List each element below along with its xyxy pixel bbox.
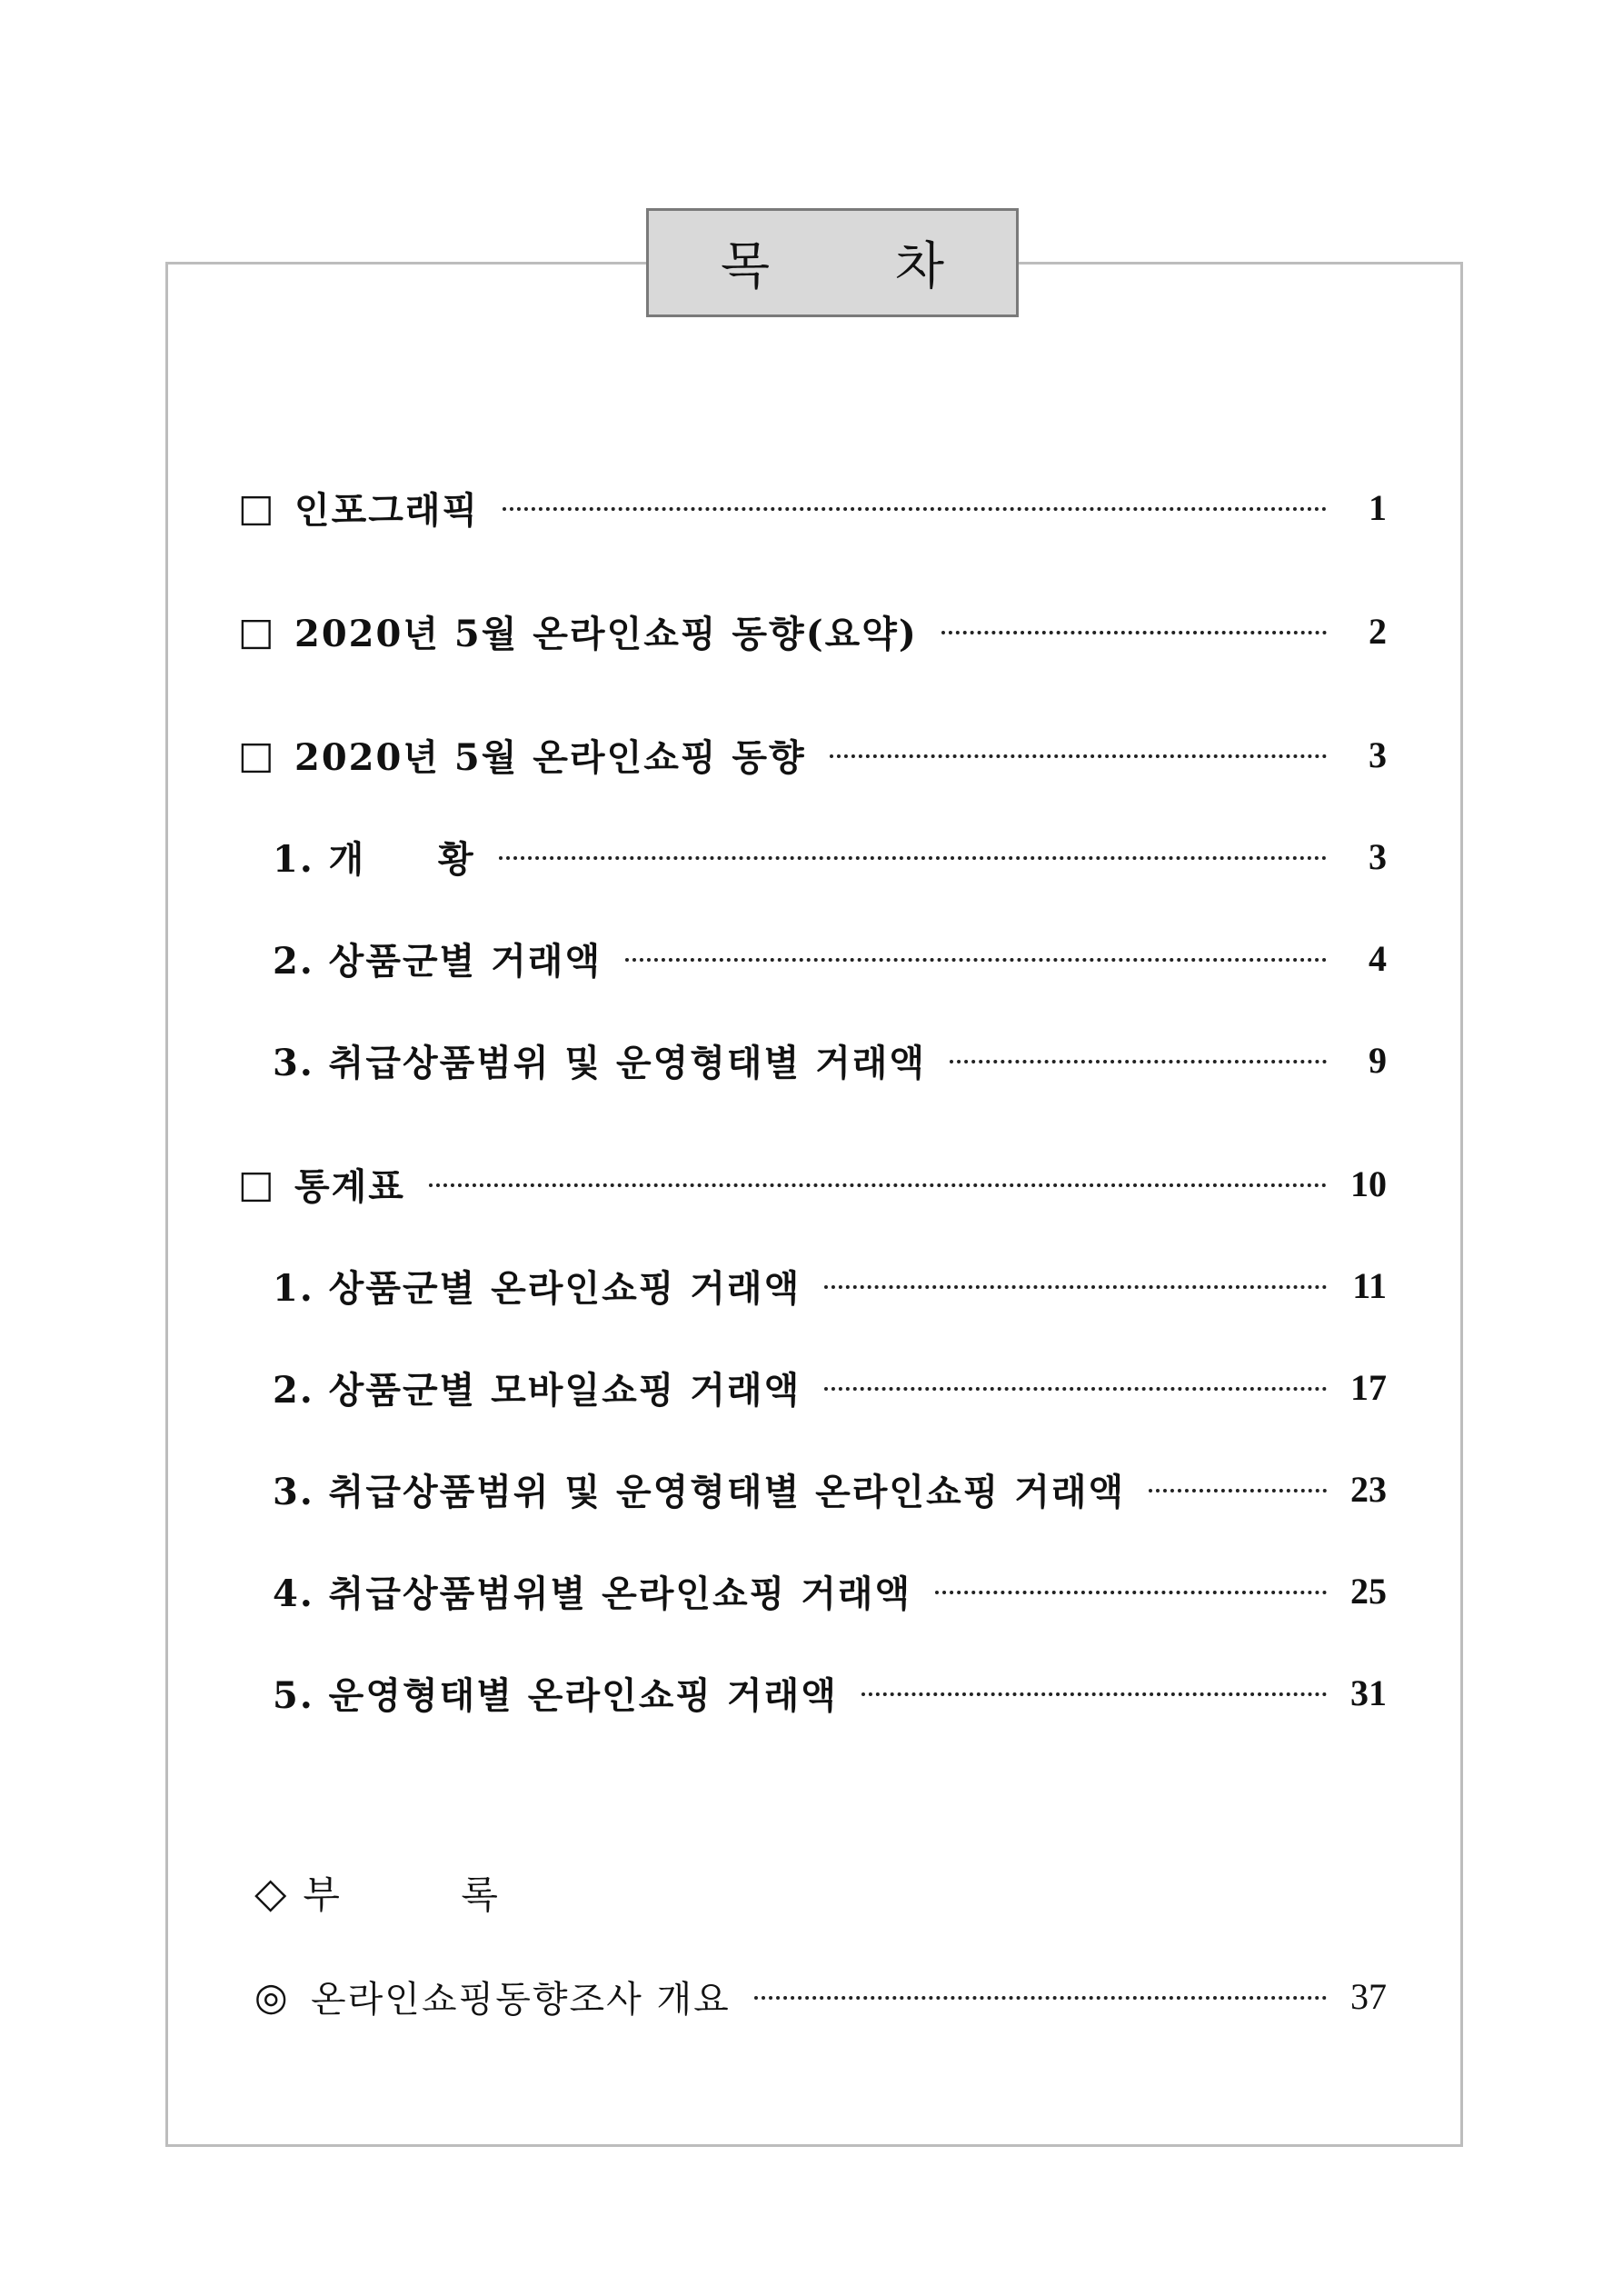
- toc-entry-summary[interactable]: [238, 604, 1387, 658]
- toc-page-number: 4: [1369, 937, 1387, 979]
- toc-subentry-online-by-product-range[interactable]: [273, 1563, 1387, 1618]
- toc-page-number: 2: [1369, 610, 1387, 652]
- dot-leader: [830, 754, 1327, 758]
- toc-entry-label: 1. 상품군별 온라인쇼핑 거래액: [273, 1266, 802, 1310]
- toc-title-box: [646, 208, 1019, 317]
- toc-subentry-online-by-category[interactable]: [273, 1258, 1387, 1313]
- toc-entry-label: 온라인쇼핑동향조사 개요: [311, 1978, 731, 2021]
- toc-entry-label: 5. 운영형태별 온라인쇼핑 거래액: [273, 1673, 838, 1717]
- dot-leader: [950, 1060, 1327, 1063]
- page-title: 목 차: [721, 237, 999, 296]
- square-bullet-icon: □: [238, 732, 274, 777]
- toc-entry-label: 3. 취급상품범위 및 운영형태별 거래액: [273, 1041, 927, 1084]
- bullseye-bullet-icon: ◎: [254, 1973, 288, 2019]
- toc-subentry-by-category[interactable]: [273, 931, 1387, 985]
- toc-entry-statistics[interactable]: [238, 1156, 1387, 1211]
- toc-subentry-mobile-by-category[interactable]: [273, 1360, 1387, 1414]
- toc-entry-trends[interactable]: [238, 727, 1387, 782]
- toc-page-number: 23: [1350, 1468, 1387, 1510]
- toc-page-number: 9: [1369, 1039, 1387, 1081]
- toc-entry-label: 인포그래픽: [294, 488, 480, 532]
- toc-page-number: 17: [1350, 1366, 1387, 1408]
- toc-page-number: 11: [1352, 1264, 1387, 1306]
- toc-page-number: 31: [1350, 1672, 1387, 1713]
- toc-page-number: 25: [1350, 1570, 1387, 1612]
- toc-entry-label: 2. 상품군별 모바일쇼핑 거래액: [273, 1368, 802, 1412]
- dot-leader: [625, 958, 1327, 962]
- toc-entry-appendix-survey-overview[interactable]: [254, 1969, 1387, 2023]
- dot-leader: [941, 631, 1327, 634]
- appendix-heading: [254, 1865, 553, 1920]
- toc-page-number: 1: [1369, 486, 1387, 528]
- dot-leader: [429, 1183, 1327, 1187]
- dot-leader: [935, 1591, 1327, 1594]
- square-bullet-icon: □: [238, 608, 274, 654]
- toc-entry-label: 1. 개 황: [273, 837, 475, 881]
- dot-leader: [1149, 1489, 1327, 1492]
- diamond-bullet-icon: ◇: [254, 1868, 287, 1917]
- toc-entry-label: 2020년 5월 온라인쇼핑 동향(요약): [294, 612, 918, 655]
- toc-subentry-online-by-operation[interactable]: [273, 1665, 1387, 1720]
- toc-subentry-by-scope[interactable]: [273, 1033, 1387, 1087]
- dot-leader: [824, 1387, 1327, 1391]
- toc-subentry-online-by-scope[interactable]: [273, 1462, 1387, 1516]
- appendix-heading-label: 부 록: [303, 1872, 553, 1917]
- toc-page-number: 3: [1369, 734, 1387, 775]
- toc-subentry-overview[interactable]: [273, 829, 1387, 883]
- dot-leader: [503, 507, 1327, 511]
- toc-page-number: 37: [1350, 1975, 1387, 2017]
- square-bullet-icon: □: [238, 1161, 274, 1206]
- toc-entry-infographic[interactable]: [238, 480, 1387, 534]
- toc-entry-label: 통계표: [294, 1164, 405, 1208]
- toc-entry-label: 3. 취급상품범위 및 운영형태별 온라인쇼핑 거래액: [273, 1470, 1126, 1513]
- dot-leader: [499, 856, 1327, 860]
- toc-page-number: 10: [1350, 1163, 1387, 1204]
- toc-entry-label: 4. 취급상품범위별 온라인쇼핑 거래액: [273, 1572, 912, 1615]
- square-bullet-icon: □: [238, 484, 274, 530]
- toc-entry-label: 2020년 5월 온라인쇼핑 동향: [294, 735, 806, 779]
- toc-entry-label: 2. 상품군별 거래액: [273, 939, 602, 983]
- toc-page-number: 3: [1369, 835, 1387, 877]
- dot-leader: [754, 1996, 1327, 2000]
- dot-leader: [861, 1692, 1327, 1696]
- dot-leader: [824, 1285, 1327, 1289]
